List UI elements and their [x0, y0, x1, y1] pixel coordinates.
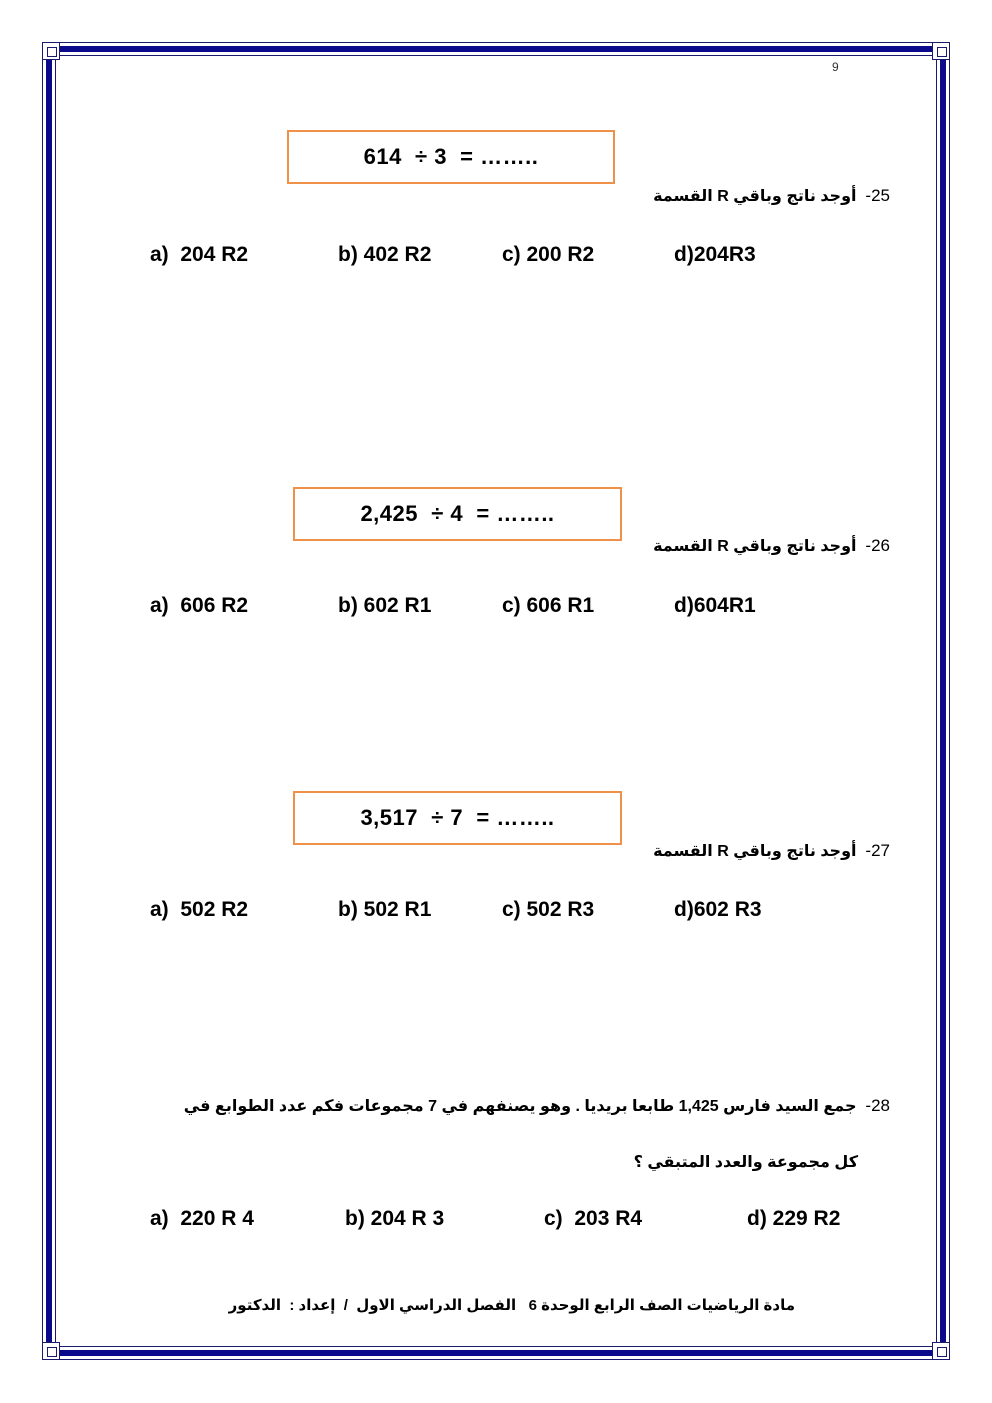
option-b[interactable]: b) 402 R2 [338, 243, 432, 266]
question-text: أوجد ناتج وباقي R القسمة [653, 843, 857, 860]
question-25 [560, 186, 890, 206]
option-c[interactable]: c) 203 R4 [544, 1207, 643, 1230]
page-number: 9 [832, 60, 839, 74]
question-text-line-2: كل مجموعة والعدد المتبقي ؟ [633, 1154, 858, 1171]
option-a[interactable]: a) 502 R2 [150, 898, 249, 921]
option-d[interactable]: d)602 R3 [674, 898, 762, 921]
equation-box-27: 3,517 ÷ 7 = …….. [293, 791, 622, 845]
border-corner-bottom-left [42, 1342, 60, 1360]
question-text: أوجد ناتج وباقي R القسمة [653, 538, 857, 555]
border-corner-top-left [42, 42, 60, 60]
question-text: أوجد ناتج وباقي R القسمة [653, 188, 857, 205]
option-b[interactable]: b) 204 R 3 [345, 1207, 445, 1230]
equation-box-25: 614 ÷ 3 = …….. [287, 130, 615, 184]
question-text-line-1: جمع السيد فارس 1,425 طابعا بريديا . وهو يصنفهم في 7 مجموعات فكم عدد الطوابع في [183, 1098, 857, 1115]
question-27 [560, 841, 890, 861]
question-28-continued [400, 1152, 858, 1172]
option-d[interactable]: d) 229 R2 [747, 1207, 841, 1230]
border-corner-top-right [932, 42, 950, 60]
option-b[interactable]: b) 602 R1 [338, 594, 432, 617]
equation-box-26: 2,425 ÷ 4 = …….. [293, 487, 622, 541]
page-footer: مادة الرياضيات الصف الرابع الوحدة 6 الفصل الدراسي الاول / إعداد : الدكتور [228, 1297, 795, 1314]
question-number: 28- [865, 1096, 890, 1115]
question-number: 27- [865, 841, 890, 860]
border-corner-bottom-right [932, 1342, 950, 1360]
question-26 [560, 536, 890, 556]
question-number: 25- [865, 186, 890, 205]
options-28 [0, 1207, 992, 1237]
option-a[interactable]: a) 606 R2 [150, 594, 249, 617]
options-27 [0, 898, 992, 928]
option-d[interactable]: d)204R3 [674, 243, 756, 266]
question-28 [150, 1096, 890, 1116]
options-26 [0, 594, 992, 624]
question-number: 26- [865, 536, 890, 555]
option-d[interactable]: d)604R1 [674, 594, 756, 617]
option-c[interactable]: c) 502 R3 [502, 898, 595, 921]
option-a[interactable]: a) 204 R2 [150, 243, 249, 266]
option-c[interactable]: c) 200 R2 [502, 243, 595, 266]
option-c[interactable]: c) 606 R1 [502, 594, 595, 617]
option-b[interactable]: b) 502 R1 [338, 898, 432, 921]
options-25 [0, 243, 992, 273]
option-a[interactable]: a) 220 R 4 [150, 1207, 254, 1230]
